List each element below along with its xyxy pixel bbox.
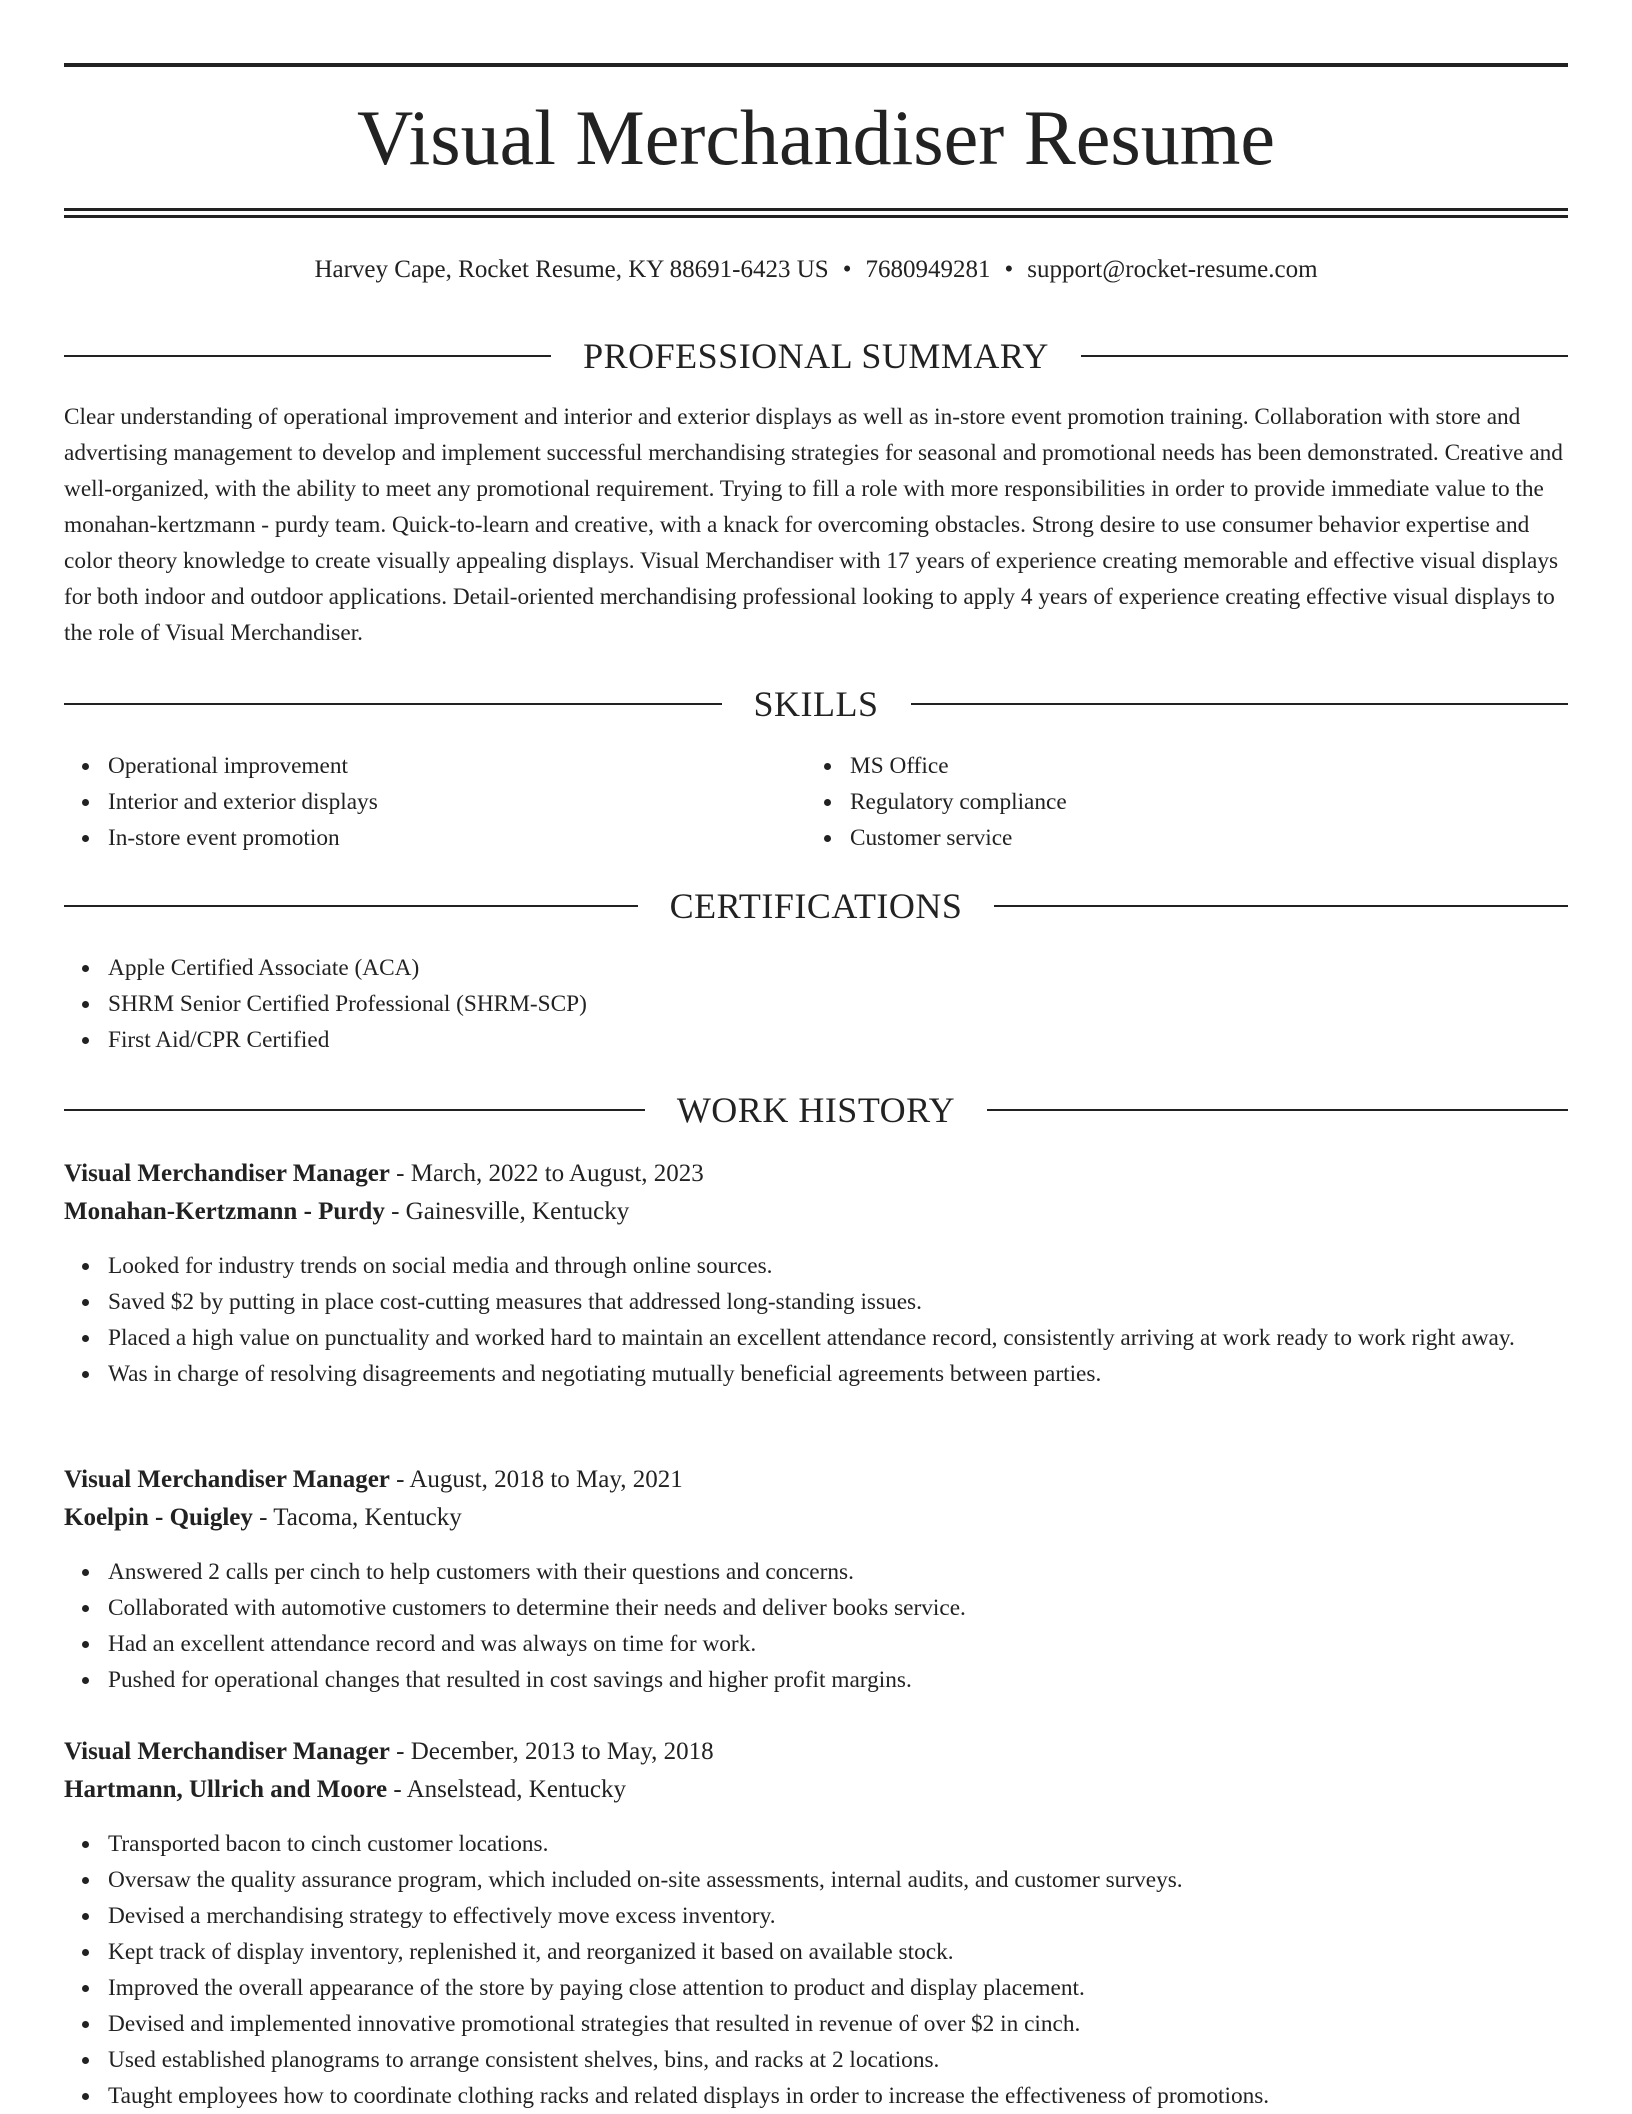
divider-line <box>1081 355 1568 357</box>
job-bullet: Devised and implemented innovative promotional strategies that resulted in revenue of over $2 in cinch. <box>108 2006 1568 2042</box>
contact-line <box>64 252 1568 288</box>
contact-separator: • <box>842 256 852 283</box>
job-title: Visual Merchandiser Manager <box>64 1738 390 1765</box>
divider-line <box>64 1109 645 1111</box>
job-bullet: Oversaw the quality assurance program, which included on-site assessments, internal audits, and customer surveys. <box>108 1862 1568 1898</box>
job-title: Visual Merchandiser Manager <box>64 1160 390 1187</box>
job-company-line <box>64 1771 1568 1809</box>
certifications-list <box>64 950 1568 1058</box>
job-bullets <box>64 1248 1568 1392</box>
divider-line <box>64 905 638 907</box>
job-title-line <box>64 1155 1568 1193</box>
job-bullet: Had an excellent attendance record and was always on time for work. <box>108 1626 1568 1662</box>
resume-title: Visual Merchandiser Resume <box>356 94 1276 181</box>
divider-line <box>911 703 1569 705</box>
job-bullet: Was in charge of resolving disagreements and negotiating mutually beneficial agreements between parties. <box>108 1356 1568 1392</box>
section-title-summary: PROFESSIONAL SUMMARY <box>583 336 1049 376</box>
skill-item: Customer service <box>850 820 1550 856</box>
job-company-line <box>64 1193 1568 1231</box>
job-location: - Tacoma, Kentucky <box>259 1504 462 1531</box>
job-bullets <box>64 1826 1568 2114</box>
job-bullet: Taught employees how to coordinate clothing racks and related displays in order to increase the effectiveness of promotions. <box>108 2078 1568 2114</box>
contact-address: Harvey Cape, Rocket Resume, KY 88691-6423 US <box>314 256 829 283</box>
job-title-line <box>64 1461 1568 1499</box>
skills-list-left <box>64 748 808 856</box>
job-location: - Gainesville, Kentucky <box>391 1198 630 1225</box>
divider-line <box>987 1109 1568 1111</box>
job-dates: - March, 2022 to August, 2023 <box>396 1160 704 1187</box>
title-double-rule-top <box>64 208 1568 211</box>
divider-line <box>64 355 551 357</box>
skills-list-right <box>806 748 1550 856</box>
contact-email: support@rocket-resume.com <box>1027 256 1318 283</box>
job-dates: - December, 2013 to May, 2018 <box>396 1738 714 1765</box>
section-header-work-history <box>64 1088 1568 1132</box>
job-bullet: Kept track of display inventory, replenished it, and reorganized it based on available stock. <box>108 1934 1568 1970</box>
job-bullet: Improved the overall appearance of the store by paying close attention to product and display placement. <box>108 1970 1568 2006</box>
job-bullet: Answered 2 calls per cinch to help customers with their questions and concerns. <box>108 1554 1568 1590</box>
job-bullet: Transported bacon to cinch customer locations. <box>108 1826 1568 1862</box>
job-dates: - August, 2018 to May, 2021 <box>396 1466 683 1493</box>
job-bullet: Pushed for operational changes that resulted in cost savings and higher profit margins. <box>108 1662 1568 1698</box>
divider-line <box>994 905 1568 907</box>
skill-item: Interior and exterior displays <box>108 784 808 820</box>
section-header-certifications <box>64 884 1568 928</box>
job-title: Visual Merchandiser Manager <box>64 1466 390 1493</box>
job-bullet: Collaborated with automotive customers to determine their needs and deliver books service. <box>108 1590 1568 1626</box>
contact-phone: 7680949281 <box>865 256 991 283</box>
job-location: - Anselstead, Kentucky <box>393 1776 626 1803</box>
section-header-summary <box>64 334 1568 378</box>
contact-separator: • <box>1004 256 1014 283</box>
title-double-rule-bottom <box>64 215 1568 218</box>
job-company: Koelpin - Quigley <box>64 1504 253 1531</box>
top-rule <box>64 63 1568 67</box>
skill-item: In-store event promotion <box>108 820 808 856</box>
job-bullet: Devised a merchandising strategy to effectively move excess inventory. <box>108 1898 1568 1934</box>
job-title-line <box>64 1733 1568 1771</box>
certification-item: Apple Certified Associate (ACA) <box>108 950 1568 986</box>
skill-item: MS Office <box>850 748 1550 784</box>
section-header-skills <box>64 682 1568 726</box>
job-bullet: Used established planograms to arrange consistent shelves, bins, and racks at 2 locations. <box>108 2042 1568 2078</box>
skill-item: Regulatory compliance <box>850 784 1550 820</box>
section-title-skills: SKILLS <box>753 684 879 724</box>
section-title-certifications: CERTIFICATIONS <box>669 886 963 926</box>
certification-item: SHRM Senior Certified Professional (SHRM-SCP) <box>108 986 1568 1022</box>
job-company: Monahan-Kertzmann - Purdy <box>64 1198 385 1225</box>
job-company-line <box>64 1499 1568 1537</box>
summary-text: Clear understanding of operational improvement and interior and exterior displays as well as in-store event promotion training. Collaboration with store and advertising management to develop and implement successful merchandising strategies for seasonal and promotional needs has been demonstrated. Creative and well-organized, with the ability to meet any promotional requirement. Trying to fill a role with more responsibilities in order to provide immediate value to the monahan-kertzmann - purdy team. Quick-to-learn and creative, with a knack for overcoming obstacles. Strong desire to use consumer behavior expertise and color theory knowledge to create visually appealing displays. Visual Merchandiser with 17 years of experience creating memorable and effective visual displays for both indoor and outdoor applications. Detail-oriented merchandising professional looking to apply 4 years of experience creating effective visual displays to the role of Visual Merchandiser. <box>64 404 1563 646</box>
divider-line <box>64 703 722 705</box>
job-company: Hartmann, Ullrich and Moore <box>64 1776 388 1803</box>
skill-item: Operational improvement <box>108 748 808 784</box>
job-bullet: Looked for industry trends on social media and through online sources. <box>108 1248 1568 1284</box>
section-title-work-history: WORK HISTORY <box>676 1090 956 1130</box>
certification-item: First Aid/CPR Certified <box>108 1022 1568 1058</box>
job-bullets <box>64 1554 1568 1698</box>
job-bullet: Placed a high value on punctuality and worked hard to maintain an excellent attendance record, consistently arriving at work ready to work right away. <box>108 1320 1568 1356</box>
job-bullet: Saved $2 by putting in place cost-cutting measures that addressed long-standing issues. <box>108 1284 1568 1320</box>
